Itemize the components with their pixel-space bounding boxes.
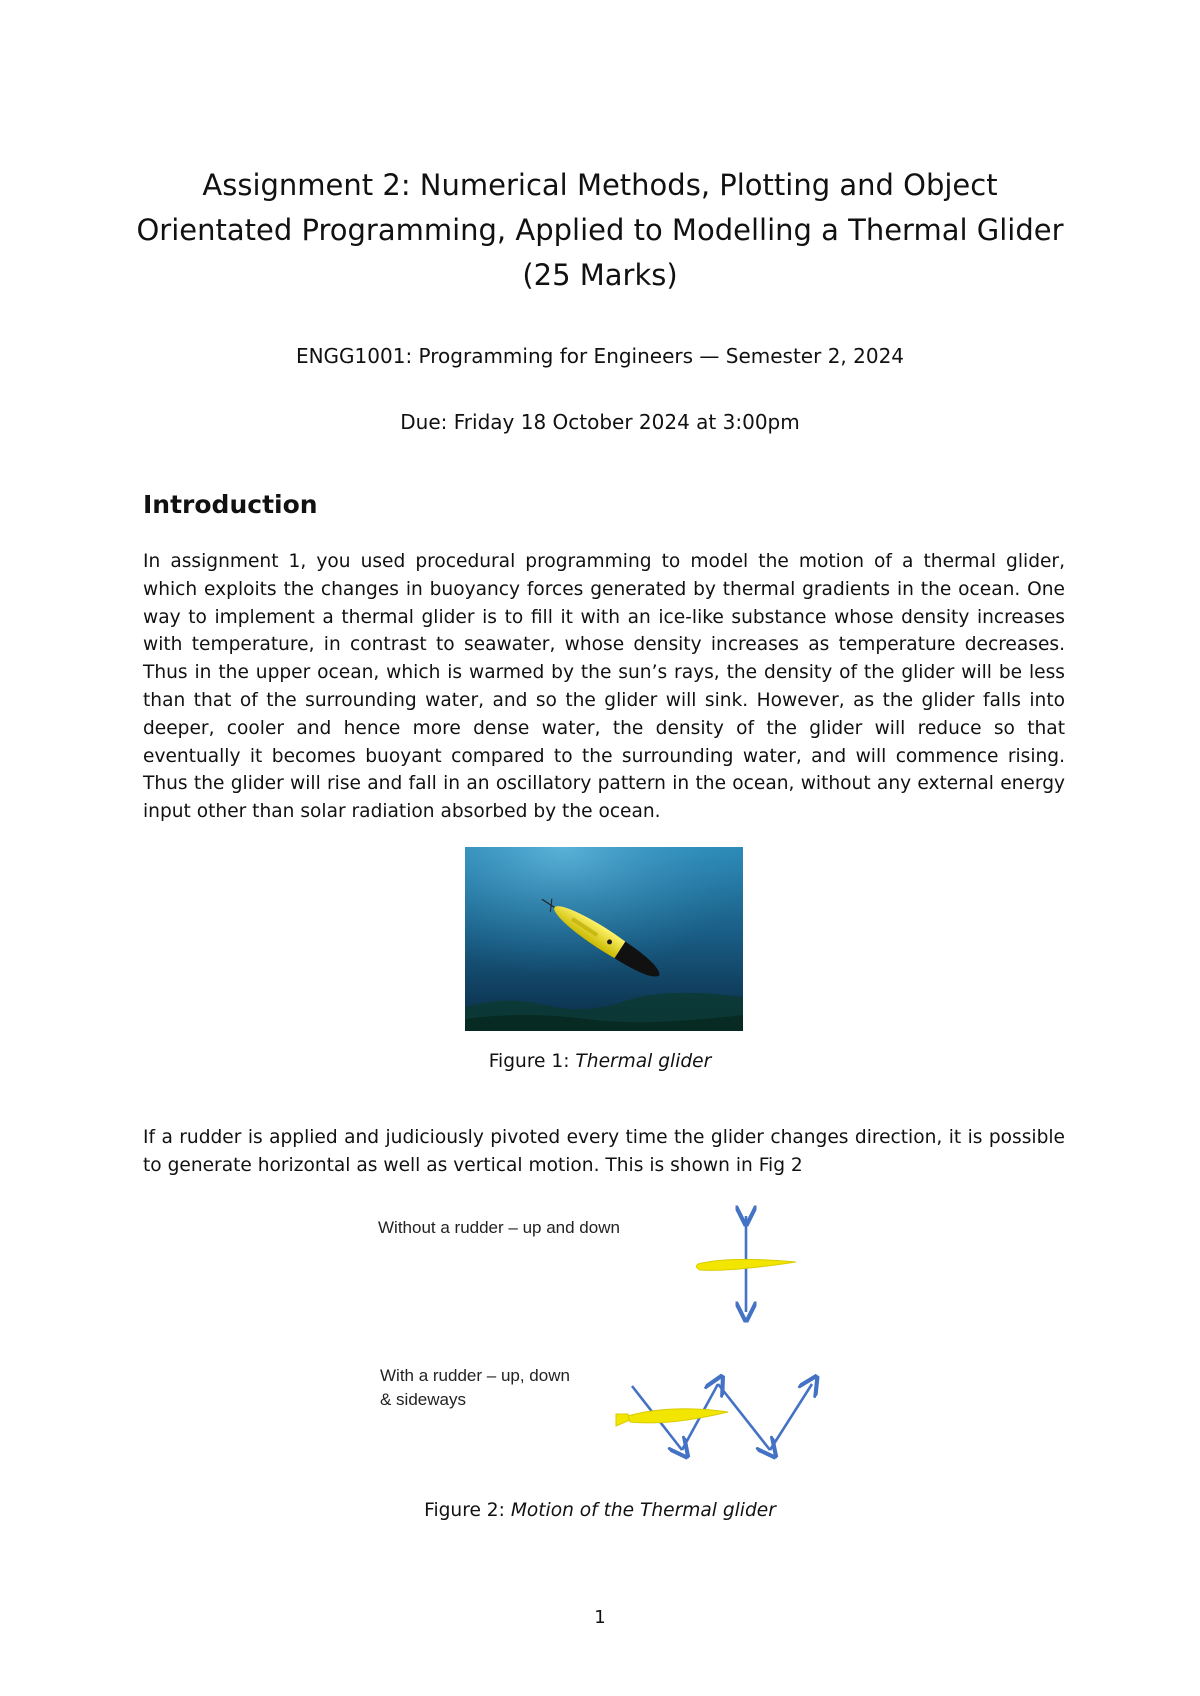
thermal-glider-photo [465, 847, 743, 1031]
title-line-2: Orientated Programming, Applied to Modelling a Thermal Glider [136, 213, 1064, 247]
figure-2-label: Figure 2: [424, 1500, 505, 1521]
intro-paragraph-1: In assignment 1, you used procedural programming to model the motion of a thermal glider, which exploits the changes in buoyancy forces generated by thermal gradients in the ocean. One way to implement a thermal glider is to fill it with an ice-like substance whose density increases with temperature, in contrast to seawater, whose density increases as temperature decreases. Thus in the upper ocean, which is warmed by the sun’s rays, the density of the glider will be less than that of the surrounding water, and so the glider will sink. However, as the glider falls into deeper, cooler and hence more dense water, the density of the glider will reduce so that eventually it becomes buoyant compared to the surrounding water, and will commence rising. Thus the glider will rise and fall in an oscillatory pattern in the ocean, without any external energy input other than solar radiation absorbed by the ocean. [143, 551, 1065, 823]
glider-motion-diagram [600, 1200, 840, 1460]
label-with-rudder [380, 1364, 610, 1412]
label-with-rudder-line-2: & sideways [380, 1390, 466, 1409]
section-heading-introduction: Introduction [143, 490, 318, 519]
due-date: Due: Friday 18 October 2024 at 3:00pm [400, 410, 800, 434]
page-number: 1 [594, 1607, 606, 1628]
intro-paragraph-2: If a rudder is applied and judiciously pivoted every time the glider changes direction, it is possible to generate horizontal as well as vertical motion. This is shown in Fig 2 [143, 1127, 1065, 1176]
figure-1-caption [120, 1051, 1080, 1072]
figure-2-caption [120, 1500, 1080, 1521]
document-title [120, 163, 1080, 298]
figure-1-label: Figure 1: [488, 1051, 570, 1072]
figure-1-caption-text: Thermal glider [575, 1051, 712, 1072]
label-with-rudder-line-1: With a rudder – up, down [380, 1366, 570, 1385]
title-line-3: (25 Marks) [522, 258, 678, 292]
glider-shape-no-rudder [696, 1259, 796, 1270]
glider-shape-with-rudder [616, 1409, 728, 1426]
label-without-rudder: Without a rudder – up and down [378, 1218, 620, 1237]
title-line-1: Assignment 2: Numerical Methods, Plotting and Object [202, 168, 998, 202]
course-line: ENGG1001: Programming for Engineers — Semester 2, 2024 [295, 344, 905, 368]
figure-2-caption-text: Motion of the Thermal glider [510, 1500, 776, 1521]
